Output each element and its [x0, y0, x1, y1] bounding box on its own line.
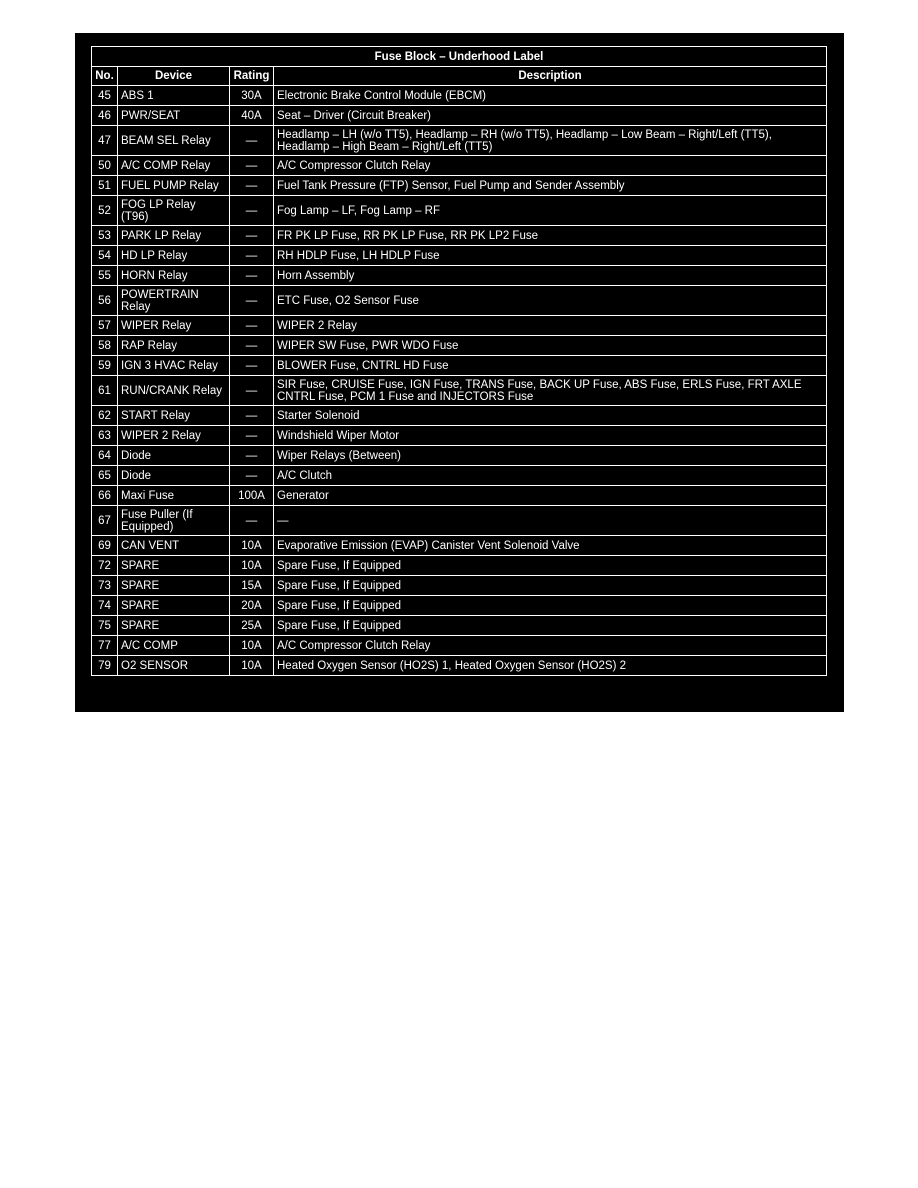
- fuse-number: 54: [92, 246, 118, 266]
- fuse-description: FR PK LP Fuse, RR PK LP Fuse, RR PK LP2 Fuse: [274, 226, 827, 246]
- fuse-description: RH HDLP Fuse, LH HDLP Fuse: [274, 246, 827, 266]
- table-row: [92, 596, 827, 616]
- fuse-rating: 10A: [230, 636, 274, 656]
- fuse-rating: —: [230, 196, 274, 226]
- table-row: [92, 536, 827, 556]
- fuse-device: RUN/CRANK Relay: [118, 376, 230, 406]
- fuse-number: 63: [92, 426, 118, 446]
- fuse-description: Horn Assembly: [274, 266, 827, 286]
- fuse-rating: —: [230, 356, 274, 376]
- fuse-device: A/C COMP Relay: [118, 156, 230, 176]
- fuse-description: Spare Fuse, If Equipped: [274, 576, 827, 596]
- table-row: [92, 196, 827, 226]
- fuse-device: SPARE: [118, 556, 230, 576]
- fuse-description: A/C Compressor Clutch Relay: [274, 636, 827, 656]
- fuse-rating: —: [230, 246, 274, 266]
- fuse-rating: 10A: [230, 656, 274, 676]
- fuse-device: Diode: [118, 446, 230, 466]
- fuse-device: CAN VENT: [118, 536, 230, 556]
- fuse-description: Spare Fuse, If Equipped: [274, 596, 827, 616]
- fuse-description: WIPER SW Fuse, PWR WDO Fuse: [274, 336, 827, 356]
- table-row: [92, 656, 827, 676]
- fuse-number: 74: [92, 596, 118, 616]
- fuse-number: 61: [92, 376, 118, 406]
- fuse-description: Electronic Brake Control Module (EBCM): [274, 86, 827, 106]
- header-device: Device: [118, 67, 230, 86]
- fuse-number: 66: [92, 486, 118, 506]
- fuse-description: SIR Fuse, CRUISE Fuse, IGN Fuse, TRANS Fuse, BACK UP Fuse, ABS Fuse, ERLS Fuse, FRT AXLE CNTRL Fuse, PCM 1 Fuse and INJECTORS Fuse: [274, 376, 827, 406]
- fuse-description: ETC Fuse, O2 Sensor Fuse: [274, 286, 827, 316]
- fuse-description: Spare Fuse, If Equipped: [274, 556, 827, 576]
- fuse-rating: —: [230, 426, 274, 446]
- fuse-rating: —: [230, 286, 274, 316]
- fuse-block-table: [91, 46, 827, 676]
- fuse-description: Wiper Relays (Between): [274, 446, 827, 466]
- fuse-rating: —: [230, 316, 274, 336]
- fuse-device: Maxi Fuse: [118, 486, 230, 506]
- fuse-device: FOG LP Relay (T96): [118, 196, 230, 226]
- fuse-number: 64: [92, 446, 118, 466]
- table-row: [92, 426, 827, 446]
- table-row: [92, 226, 827, 246]
- fuse-rating: —: [230, 226, 274, 246]
- fuse-rating: 100A: [230, 486, 274, 506]
- table-row: [92, 406, 827, 426]
- fuse-description: Headlamp – LH (w/o TT5), Headlamp – RH (w/o TT5), Headlamp – Low Beam – Right/Left (TT5), Headlamp – High Beam – Right/Left (TT5): [274, 126, 827, 156]
- fuse-device: SPARE: [118, 616, 230, 636]
- table-body: [92, 86, 827, 676]
- table-row: [92, 376, 827, 406]
- fuse-description: BLOWER Fuse, CNTRL HD Fuse: [274, 356, 827, 376]
- table-row: [92, 266, 827, 286]
- fuse-description: Heated Oxygen Sensor (HO2S) 1, Heated Oxygen Sensor (HO2S) 2: [274, 656, 827, 676]
- fuse-device: POWERTRAIN Relay: [118, 286, 230, 316]
- fuse-number: 79: [92, 656, 118, 676]
- fuse-rating: 10A: [230, 556, 274, 576]
- table-row: [92, 336, 827, 356]
- fuse-device: SPARE: [118, 576, 230, 596]
- fuse-description: WIPER 2 Relay: [274, 316, 827, 336]
- fuse-device: PWR/SEAT: [118, 106, 230, 126]
- table-row: [92, 556, 827, 576]
- fuse-device: HORN Relay: [118, 266, 230, 286]
- fuse-device: BEAM SEL Relay: [118, 126, 230, 156]
- fuse-number: 57: [92, 316, 118, 336]
- header-rating: Rating: [230, 67, 274, 86]
- fuse-rating: —: [230, 446, 274, 466]
- table-row: [92, 86, 827, 106]
- fuse-rating: —: [230, 376, 274, 406]
- table-row: [92, 286, 827, 316]
- fuse-device: Fuse Puller (If Equipped): [118, 506, 230, 536]
- fuse-device: HD LP Relay: [118, 246, 230, 266]
- fuse-rating: 10A: [230, 536, 274, 556]
- fuse-number: 58: [92, 336, 118, 356]
- fuse-description: Fuel Tank Pressure (FTP) Sensor, Fuel Pump and Sender Assembly: [274, 176, 827, 196]
- table-row: [92, 616, 827, 636]
- fuse-number: 59: [92, 356, 118, 376]
- fuse-description: Generator: [274, 486, 827, 506]
- fuse-number: 52: [92, 196, 118, 226]
- fuse-number: 50: [92, 156, 118, 176]
- fuse-rating: —: [230, 126, 274, 156]
- table-row: [92, 486, 827, 506]
- fuse-description: Spare Fuse, If Equipped: [274, 616, 827, 636]
- fuse-rating: —: [230, 156, 274, 176]
- fuse-rating: —: [230, 176, 274, 196]
- fuse-device: ABS 1: [118, 86, 230, 106]
- fuse-number: 53: [92, 226, 118, 246]
- fuse-number: 69: [92, 536, 118, 556]
- fuse-number: 72: [92, 556, 118, 576]
- header-no: No.: [92, 67, 118, 86]
- fuse-number: 73: [92, 576, 118, 596]
- fuse-number: 75: [92, 616, 118, 636]
- fuse-number: 62: [92, 406, 118, 426]
- fuse-rating: 30A: [230, 86, 274, 106]
- table-row: [92, 246, 827, 266]
- fuse-table-panel: [75, 33, 844, 712]
- fuse-number: 65: [92, 466, 118, 486]
- fuse-description: Starter Solenoid: [274, 406, 827, 426]
- fuse-description: A/C Compressor Clutch Relay: [274, 156, 827, 176]
- table-row: [92, 576, 827, 596]
- fuse-description: Seat – Driver (Circuit Breaker): [274, 106, 827, 126]
- table-title: Fuse Block – Underhood Label: [92, 47, 827, 67]
- table-row: [92, 446, 827, 466]
- fuse-device: WIPER 2 Relay: [118, 426, 230, 446]
- fuse-device: START Relay: [118, 406, 230, 426]
- fuse-number: 45: [92, 86, 118, 106]
- fuse-device: IGN 3 HVAC Relay: [118, 356, 230, 376]
- header-description: Description: [274, 67, 827, 86]
- fuse-number: 67: [92, 506, 118, 536]
- table-row: [92, 636, 827, 656]
- table-row: [92, 316, 827, 336]
- fuse-device: FUEL PUMP Relay: [118, 176, 230, 196]
- fuse-rating: 40A: [230, 106, 274, 126]
- fuse-number: 51: [92, 176, 118, 196]
- table-row: [92, 106, 827, 126]
- fuse-number: 46: [92, 106, 118, 126]
- fuse-rating: —: [230, 336, 274, 356]
- fuse-number: 56: [92, 286, 118, 316]
- fuse-rating: —: [230, 266, 274, 286]
- fuse-rating: —: [230, 506, 274, 536]
- fuse-rating: 20A: [230, 596, 274, 616]
- fuse-device: O2 SENSOR: [118, 656, 230, 676]
- table-row: [92, 156, 827, 176]
- fuse-rating: 15A: [230, 576, 274, 596]
- fuse-device: PARK LP Relay: [118, 226, 230, 246]
- fuse-description: Evaporative Emission (EVAP) Canister Vent Solenoid Valve: [274, 536, 827, 556]
- fuse-device: RAP Relay: [118, 336, 230, 356]
- table-row: [92, 176, 827, 196]
- fuse-device: SPARE: [118, 596, 230, 616]
- fuse-description: —: [274, 506, 827, 536]
- fuse-description: A/C Clutch: [274, 466, 827, 486]
- fuse-rating: —: [230, 406, 274, 426]
- fuse-description: Fog Lamp – LF, Fog Lamp – RF: [274, 196, 827, 226]
- fuse-number: 77: [92, 636, 118, 656]
- table-row: [92, 466, 827, 486]
- fuse-description: Windshield Wiper Motor: [274, 426, 827, 446]
- fuse-device: A/C COMP: [118, 636, 230, 656]
- fuse-device: Diode: [118, 466, 230, 486]
- table-row: [92, 506, 827, 536]
- fuse-rating: 25A: [230, 616, 274, 636]
- fuse-number: 55: [92, 266, 118, 286]
- table-row: [92, 126, 827, 156]
- fuse-number: 47: [92, 126, 118, 156]
- fuse-rating: —: [230, 466, 274, 486]
- table-row: [92, 356, 827, 376]
- fuse-device: WIPER Relay: [118, 316, 230, 336]
